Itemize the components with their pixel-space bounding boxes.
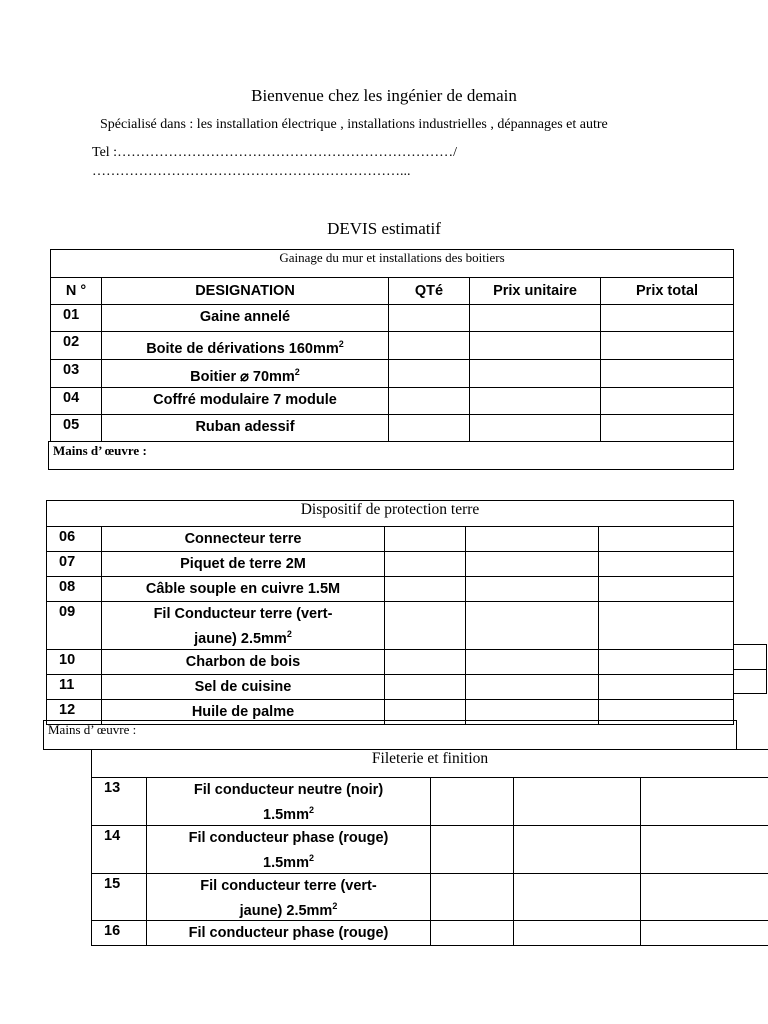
quantity-cell[interactable] <box>389 414 470 441</box>
quantity-cell[interactable] <box>389 359 470 387</box>
quantity-cell[interactable] <box>385 602 466 650</box>
labor-label: Mains d’ œuvre : <box>53 443 147 458</box>
total-price-cell[interactable] <box>599 674 734 699</box>
row-designation: Fil conducteur phase (rouge) <box>147 921 431 946</box>
total-price-cell[interactable] <box>601 359 734 387</box>
row-designation: Gaine annelé <box>102 305 389 332</box>
unit-price-cell[interactable] <box>514 778 641 826</box>
unit-price-cell[interactable] <box>466 527 599 552</box>
quantity-cell[interactable] <box>385 552 466 577</box>
column-header-total-price: Prix total <box>601 278 734 305</box>
column-header-quantity: QTé <box>389 278 470 305</box>
unit-price-cell[interactable] <box>470 359 601 387</box>
quote-title: DEVIS estimatif <box>327 219 441 238</box>
unit-price-cell[interactable] <box>466 602 599 650</box>
total-price-cell[interactable] <box>601 414 734 441</box>
table-row <box>51 332 734 360</box>
quantity-cell[interactable] <box>431 921 514 946</box>
row-designation: Piquet de terre 2M <box>102 552 385 577</box>
total-price-cell[interactable] <box>601 387 734 414</box>
company-specialty: Spécialisé dans : les installation électrique , installations industrielles , dépannages et autre <box>100 117 608 132</box>
quantity-cell[interactable] <box>431 778 514 826</box>
row-number: 11 <box>47 674 102 699</box>
row-designation: Fil conducteur terre (vert- jaune) $2.5mm^2$ <box>147 873 431 921</box>
total-price-cell[interactable] <box>641 921 768 946</box>
row-designation: Charbon de bois <box>102 649 385 674</box>
quantity-cell[interactable] <box>389 305 470 332</box>
row-number: 06 <box>47 527 102 552</box>
section-heading: Fileterie et finition <box>92 750 768 778</box>
table-row <box>47 552 734 577</box>
table-row <box>51 414 734 441</box>
table-row <box>51 305 734 332</box>
total-price-cell[interactable] <box>599 649 734 674</box>
quantity-cell[interactable] <box>385 577 466 602</box>
total-price-cell[interactable] <box>599 527 734 552</box>
row-number: 03 <box>51 359 102 387</box>
unit-price-cell[interactable] <box>470 414 601 441</box>
row-number: 10 <box>47 649 102 674</box>
table-row <box>47 674 734 699</box>
table-section-2 <box>46 500 734 725</box>
table-row <box>51 387 734 414</box>
table-row <box>92 778 768 826</box>
dotted-line: …………………………………………………………... <box>92 164 411 179</box>
total-price-cell[interactable] <box>601 332 734 360</box>
total-price-cell[interactable] <box>641 825 768 873</box>
unit-price-cell[interactable] <box>466 649 599 674</box>
total-price-cell[interactable] <box>641 778 768 826</box>
row-designation: Fil conducteur phase (rouge) $1.5mm^2$ <box>147 825 431 873</box>
phone-line: Tel :………………………………………………………………/ <box>92 145 457 160</box>
table-row <box>51 359 734 387</box>
labor-label: Mains d’ œuvre : <box>48 722 137 737</box>
row-divider <box>733 669 767 670</box>
row-designation: Connecteur terre <box>102 527 385 552</box>
unit-price-cell[interactable] <box>466 577 599 602</box>
table-row <box>47 649 734 674</box>
table-row <box>92 921 768 946</box>
page-title: Bienvenue chez les ingénier de demain <box>251 86 517 105</box>
row-designation: Fil conducteur neutre (noir) $1.5mm^2$ <box>147 778 431 826</box>
labor-field[interactable] <box>43 720 737 750</box>
row-number: 01 <box>51 305 102 332</box>
quantity-cell[interactable] <box>389 332 470 360</box>
quantity-cell[interactable] <box>385 527 466 552</box>
row-designation: Boitier ⌀ $70mm^2$ <box>102 359 389 387</box>
row-designation: Fil Conducteur terre (vert- jaune) $2.5mm^2$ <box>102 602 385 650</box>
row-number: 15 <box>92 873 147 921</box>
unit-price-cell[interactable] <box>470 305 601 332</box>
row-designation: Huile de palme <box>102 699 385 724</box>
column-header-number: N ° <box>51 278 102 305</box>
labor-field[interactable] <box>48 441 734 470</box>
unit-price-cell[interactable] <box>470 387 601 414</box>
total-price-cell[interactable] <box>641 873 768 921</box>
table-row <box>47 577 734 602</box>
table-row <box>92 825 768 873</box>
table-row <box>47 527 734 552</box>
unit-price-cell[interactable] <box>466 674 599 699</box>
table-row <box>47 602 734 650</box>
row-number: 04 <box>51 387 102 414</box>
quantity-cell[interactable] <box>431 825 514 873</box>
section-heading: Dispositif de protection terre <box>47 501 734 527</box>
row-number: 14 <box>92 825 147 873</box>
quantity-cell[interactable] <box>385 674 466 699</box>
row-number: 16 <box>92 921 147 946</box>
row-number: 13 <box>92 778 147 826</box>
unit-price-cell[interactable] <box>514 921 641 946</box>
unit-price-cell[interactable] <box>514 873 641 921</box>
row-number: 05 <box>51 414 102 441</box>
row-designation: Coffré modulaire 7 module <box>102 387 389 414</box>
row-number: 09 <box>47 602 102 650</box>
row-designation: Sel de cuisine <box>102 674 385 699</box>
quantity-cell[interactable] <box>431 873 514 921</box>
unit-price-cell[interactable] <box>466 552 599 577</box>
row-number: 12 <box>47 699 102 724</box>
table-row <box>92 873 768 921</box>
section-heading: Gainage du mur et installations des boitiers <box>51 250 734 278</box>
quantity-cell[interactable] <box>385 649 466 674</box>
total-price-cell[interactable] <box>601 305 734 332</box>
row-designation: Boite de dérivations $160mm^2$ <box>102 332 389 360</box>
total-price-cell[interactable] <box>599 552 734 577</box>
table-section-1 <box>50 249 734 442</box>
row-number: 02 <box>51 332 102 360</box>
column-header-designation: DESIGNATION <box>102 278 389 305</box>
row-designation: Ruban adessif <box>102 414 389 441</box>
row-number: 08 <box>47 577 102 602</box>
quantity-cell[interactable] <box>389 387 470 414</box>
total-price-cell[interactable] <box>599 577 734 602</box>
row-designation: Câble souple en cuivre 1.5M <box>102 577 385 602</box>
table-section-3 <box>91 749 768 946</box>
column-header-unit-price: Prix unitaire <box>470 278 601 305</box>
row-number: 07 <box>47 552 102 577</box>
unit-price-cell[interactable] <box>514 825 641 873</box>
unit-price-cell[interactable] <box>470 332 601 360</box>
total-price-cell[interactable] <box>599 602 734 650</box>
